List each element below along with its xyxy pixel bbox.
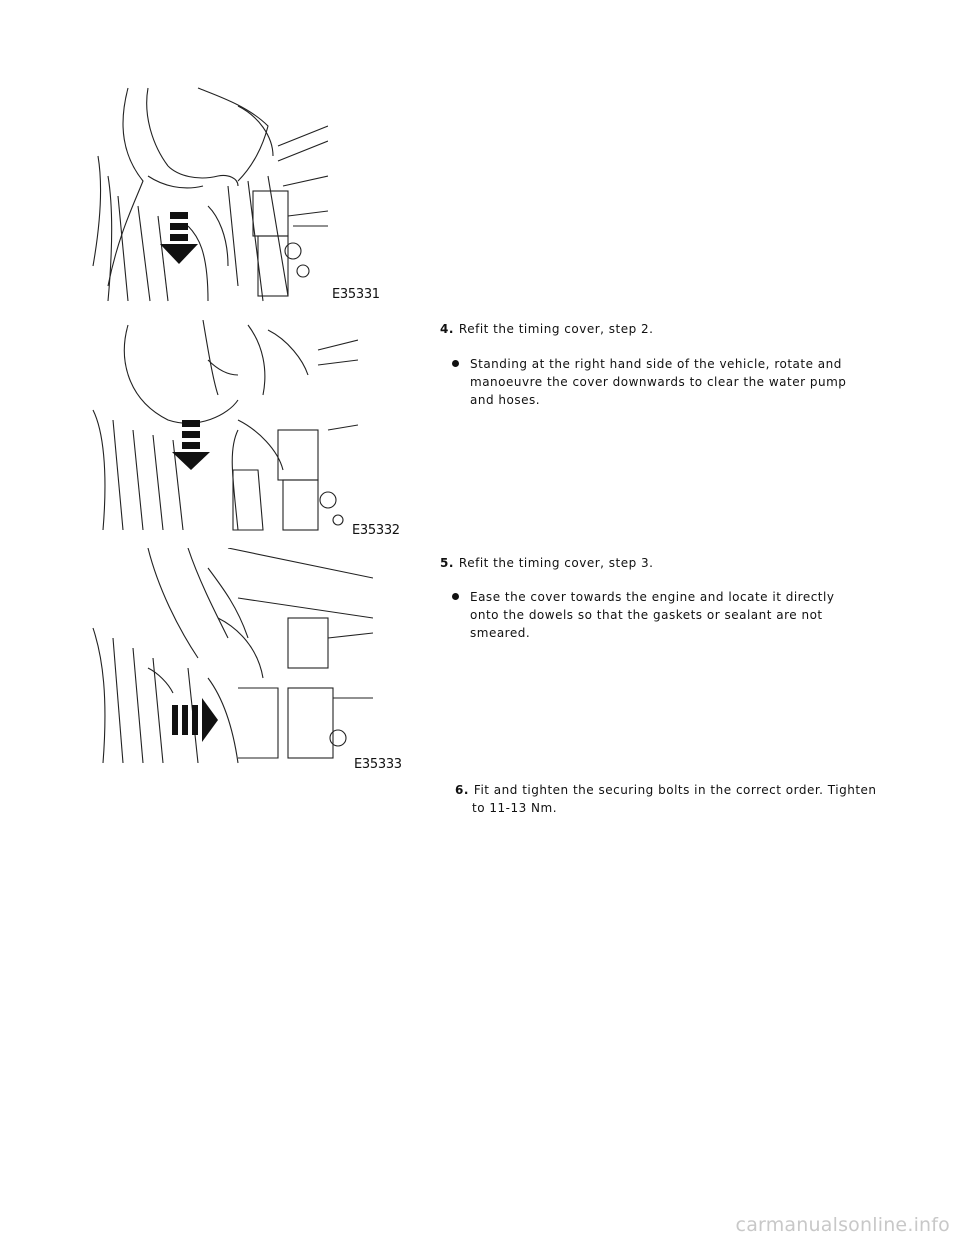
figure-e35331	[88, 86, 388, 306]
watermark: carmanualsonline.info	[735, 1214, 950, 1236]
step-5	[440, 554, 654, 572]
engine-illustration-3	[88, 548, 373, 768]
bullet-line: onto the dowels so that the gaskets or sealant are not	[470, 608, 823, 622]
step-text: Fit and tighten the securing bolts in the correct order. Tighten	[473, 783, 877, 797]
step-5-bullet	[470, 588, 834, 642]
figure-e35333	[88, 548, 408, 778]
figure-label: E35331	[332, 287, 380, 302]
bullet-line: and hoses.	[470, 393, 541, 407]
step-text: Refit the timing cover, step 2.	[458, 322, 654, 336]
bullet-line: smeared.	[470, 626, 531, 640]
step-4	[440, 320, 654, 338]
step-number: 4.	[440, 322, 454, 336]
bullet-icon	[452, 593, 459, 600]
step-number: 5.	[440, 556, 454, 570]
step-text: to 11-13 Nm.	[472, 801, 558, 815]
bullet-icon	[452, 360, 459, 367]
engine-illustration-2	[88, 320, 358, 535]
step-number: 6.	[455, 783, 469, 797]
bullet-line: Standing at the right hand side of the vehicle, rotate and	[470, 357, 842, 371]
bullet-line: Ease the cover towards the engine and locate it directly	[470, 590, 835, 604]
figure-label: E35332	[352, 523, 400, 538]
figure-label: E35333	[354, 757, 402, 772]
bullet-line: manoeuvre the cover downwards to clear the water pump	[470, 375, 847, 389]
engine-illustration-1	[88, 86, 328, 306]
step-text: Refit the timing cover, step 3.	[458, 556, 654, 570]
figure-e35332	[88, 320, 408, 540]
step-6	[455, 781, 877, 817]
step-4-bullet	[470, 355, 846, 409]
